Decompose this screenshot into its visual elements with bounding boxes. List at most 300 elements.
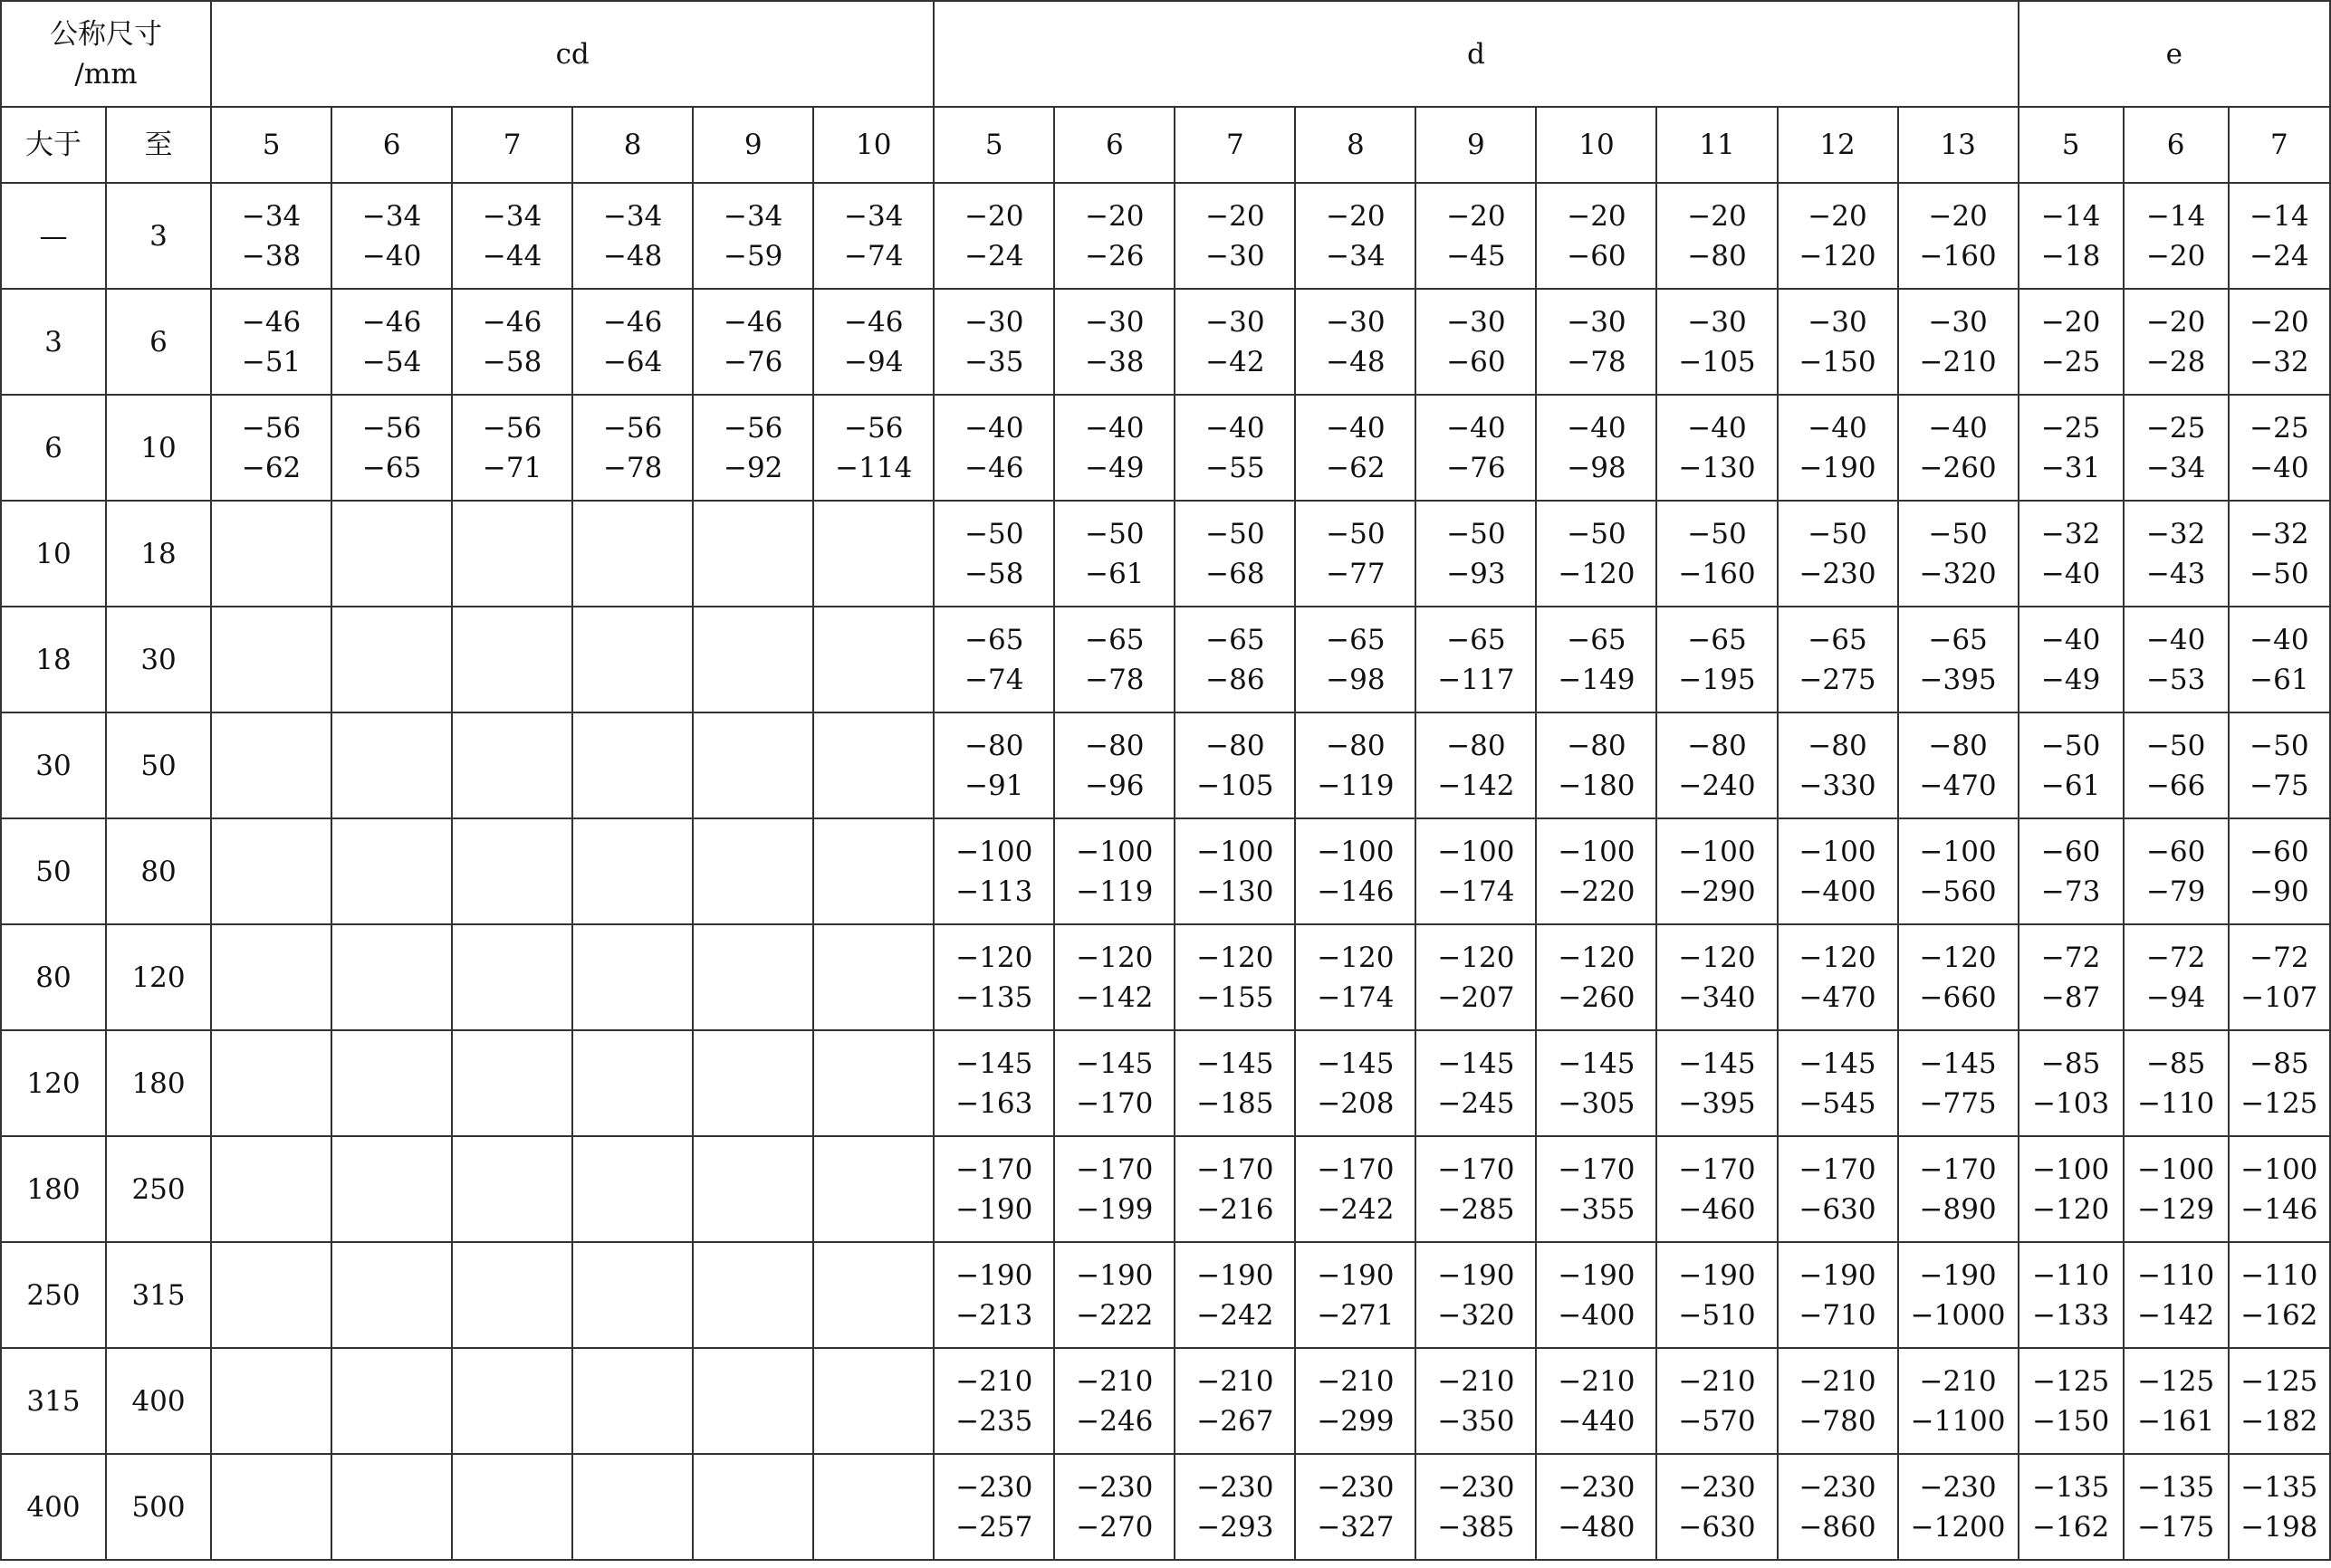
deviation-cell (1778, 183, 1898, 289)
deviation-cell (2019, 1030, 2124, 1136)
lower-deviation: −142 (1076, 980, 1154, 1014)
upper-deviation: −65 (1205, 623, 1265, 656)
upper-deviation: −25 (2249, 411, 2309, 445)
upper-deviation: −50 (1326, 517, 1386, 550)
lower-deviation: −271 (1317, 1298, 1395, 1332)
deviation-cell (2124, 712, 2229, 818)
empty-cell (572, 1030, 693, 1136)
deviation-cell (1656, 712, 1777, 818)
lower-deviation: −222 (1076, 1298, 1154, 1332)
lower-deviation: −246 (1076, 1404, 1154, 1438)
upper-deviation: −120 (1317, 941, 1395, 974)
nominal-size-unit: /mm (74, 57, 138, 91)
upper-deviation: −46 (361, 305, 422, 339)
deviation-cell (934, 501, 1054, 607)
deviation-cell (1656, 1242, 1777, 1348)
deviation-cell (1295, 289, 1415, 395)
grade-header: 11 (1656, 107, 1777, 183)
upper-deviation: −40 (1205, 411, 1265, 445)
upper-deviation: −50 (1205, 517, 1265, 550)
upper-deviation: −230 (1317, 1470, 1395, 1504)
upper-deviation: −20 (2040, 305, 2101, 339)
upper-deviation: −72 (2249, 941, 2309, 974)
empty-cell (452, 607, 572, 712)
upper-deviation: −210 (1799, 1364, 1876, 1398)
lower-deviation: −135 (955, 980, 1033, 1014)
deviation-cell (2229, 1348, 2330, 1454)
empty-cell (211, 1136, 331, 1242)
lower-deviation: −350 (1437, 1404, 1515, 1438)
lower-deviation: −51 (241, 345, 302, 378)
upper-deviation: −190 (1076, 1258, 1154, 1292)
empty-cell (813, 501, 934, 607)
deviation-cell (1415, 818, 1536, 924)
lower-deviation: −155 (1196, 980, 1274, 1014)
upper-deviation: −125 (2240, 1364, 2318, 1398)
deviation-cell (1415, 289, 1536, 395)
empty-cell (211, 1454, 331, 1560)
upper-deviation: −20 (1567, 199, 1626, 233)
upper-deviation: −120 (955, 941, 1033, 974)
upper-deviation: −230 (1076, 1470, 1154, 1504)
lower-deviation: −146 (1317, 875, 1395, 908)
size-to-cell: 250 (106, 1136, 211, 1242)
grade-header: 6 (331, 107, 452, 183)
upper-deviation: −40 (1567, 411, 1626, 445)
deviation-cell (1656, 1348, 1777, 1454)
deviation-cell (1415, 924, 1536, 1030)
lower-deviation: −330 (1799, 769, 1876, 802)
lower-deviation: −31 (2040, 451, 2101, 484)
upper-deviation: −80 (1567, 729, 1626, 762)
lower-deviation: −470 (1919, 769, 1997, 802)
deviation-cell (1415, 1454, 1536, 1560)
empty-cell (331, 818, 452, 924)
deviation-cell (1898, 924, 2019, 1030)
grade-header: 7 (452, 107, 572, 183)
upper-deviation: −60 (2249, 835, 2309, 868)
upper-deviation: −30 (1205, 305, 1265, 339)
lower-deviation: −198 (2240, 1510, 2318, 1544)
deviation-cell (2124, 1136, 2229, 1242)
upper-deviation: −50 (1085, 517, 1145, 550)
upper-deviation: −25 (2040, 411, 2101, 445)
deviation-cell (1656, 289, 1777, 395)
empty-cell (211, 924, 331, 1030)
nominal-size-header (1, 1, 211, 107)
upper-deviation: −230 (955, 1470, 1033, 1504)
size-to-cell: 315 (106, 1242, 211, 1348)
deviation-cell (1536, 183, 1656, 289)
deviation-cell (2229, 395, 2330, 501)
table-row (1, 818, 2330, 924)
deviation-cell (2124, 1030, 2229, 1136)
empty-cell (452, 1136, 572, 1242)
upper-deviation: −100 (1196, 835, 1274, 868)
table-row (1, 1030, 2330, 1136)
deviation-cell (2124, 1348, 2229, 1454)
lower-deviation: −440 (1558, 1404, 1636, 1438)
upper-deviation: −65 (1085, 623, 1145, 656)
empty-cell (813, 607, 934, 712)
lower-deviation: −119 (1317, 769, 1395, 802)
lower-deviation: −185 (1196, 1086, 1274, 1120)
grade-header: 6 (1054, 107, 1175, 183)
lower-deviation: −460 (1678, 1192, 1756, 1226)
upper-deviation: −65 (1928, 623, 1988, 656)
upper-deviation: −100 (1437, 835, 1515, 868)
lower-deviation: −92 (723, 451, 783, 484)
deviation-cell (2019, 818, 2124, 924)
upper-deviation: −72 (2145, 941, 2206, 974)
grade-header: 7 (2229, 107, 2330, 183)
upper-deviation: −100 (1317, 835, 1395, 868)
deviation-cell (1898, 183, 2019, 289)
upper-deviation: −50 (964, 517, 1024, 550)
size-to-cell: 500 (106, 1454, 211, 1560)
lower-deviation: −119 (1076, 875, 1154, 908)
upper-deviation: −20 (2145, 305, 2206, 339)
deviation-cell (1415, 183, 1536, 289)
deviation-cell (1778, 289, 1898, 395)
upper-deviation: −20 (1326, 199, 1386, 233)
deviation-cell (1656, 183, 1777, 289)
lower-deviation: −355 (1558, 1192, 1636, 1226)
lower-deviation: −245 (1437, 1086, 1515, 1120)
upper-deviation: −40 (2040, 623, 2101, 656)
lower-deviation: −299 (1317, 1404, 1395, 1438)
upper-deviation: −230 (1678, 1470, 1756, 1504)
upper-deviation: −80 (1205, 729, 1265, 762)
deviation-cell (2019, 1136, 2124, 1242)
upper-deviation: −65 (1446, 623, 1506, 656)
grade-header: 10 (813, 107, 934, 183)
upper-deviation: −120 (1919, 941, 1997, 974)
lower-deviation: −117 (1437, 663, 1515, 696)
lower-deviation: −87 (2040, 980, 2101, 1014)
deviation-cell (1536, 501, 1656, 607)
upper-deviation: −120 (1437, 941, 1515, 974)
size-from-cell: 80 (1, 924, 106, 1030)
deviation-cell (1536, 395, 1656, 501)
upper-deviation: −30 (1687, 305, 1747, 339)
header-row-grades (1, 107, 2330, 183)
table-row (1, 289, 2330, 395)
lower-deviation: −74 (844, 239, 904, 272)
deviation-cell (2019, 183, 2124, 289)
deviation-cell (1295, 1242, 1415, 1348)
deviation-cell (2019, 1348, 2124, 1454)
lower-deviation: −103 (2032, 1086, 2110, 1120)
empty-cell (572, 818, 693, 924)
empty-cell (452, 1030, 572, 1136)
upper-deviation: −135 (2032, 1470, 2110, 1504)
lower-deviation: −150 (2032, 1404, 2110, 1438)
empty-cell (813, 712, 934, 818)
deviation-cell (2229, 183, 2330, 289)
deviation-cell (1656, 818, 1777, 924)
empty-cell (331, 501, 452, 607)
deviation-cell (1536, 1136, 1656, 1242)
deviation-cell (1778, 1454, 1898, 1560)
lower-deviation: −120 (1799, 239, 1876, 272)
upper-deviation: −210 (1437, 1364, 1515, 1398)
deviation-cell (1295, 183, 1415, 289)
lower-deviation: −64 (602, 345, 663, 378)
deviation-cell (1898, 1348, 2019, 1454)
size-to-cell: 30 (106, 607, 211, 712)
lower-deviation: −76 (723, 345, 783, 378)
empty-cell (693, 501, 813, 607)
deviation-cell (1536, 607, 1656, 712)
grade-header: 5 (934, 107, 1054, 183)
upper-deviation: −210 (1678, 1364, 1756, 1398)
deviation-cell (1778, 924, 1898, 1030)
deviation-cell (2229, 1242, 2330, 1348)
upper-deviation: −80 (1326, 729, 1386, 762)
deviation-cell (1054, 607, 1175, 712)
empty-cell (693, 1454, 813, 1560)
upper-deviation: −40 (964, 411, 1024, 445)
upper-deviation: −230 (1799, 1470, 1876, 1504)
size-from-cell: 3 (1, 289, 106, 395)
deviation-cell (1898, 501, 2019, 607)
empty-cell (572, 501, 693, 607)
deviation-cell (2019, 607, 2124, 712)
lower-deviation: −20 (2145, 239, 2206, 272)
upper-deviation: −190 (1919, 1258, 1997, 1292)
lower-deviation: −61 (2249, 663, 2309, 696)
lower-deviation: −125 (2240, 1086, 2318, 1120)
lower-deviation: −174 (1437, 875, 1515, 908)
lower-deviation: −216 (1196, 1192, 1274, 1226)
deviation-cell (1778, 1348, 1898, 1454)
upper-deviation: −20 (1446, 199, 1506, 233)
lower-deviation: −40 (2249, 451, 2309, 484)
deviation-cell (1295, 501, 1415, 607)
deviation-cell (1898, 712, 2019, 818)
deviation-cell (1898, 1242, 2019, 1348)
lower-deviation: −130 (1678, 451, 1756, 484)
lower-deviation: −242 (1317, 1192, 1395, 1226)
empty-cell (693, 924, 813, 1030)
lower-deviation: −120 (1558, 557, 1636, 590)
upper-deviation: −34 (482, 199, 542, 233)
lower-deviation: −65 (361, 451, 422, 484)
lower-deviation: −890 (1919, 1192, 1997, 1226)
upper-deviation: −46 (723, 305, 783, 339)
table-row (1, 395, 2330, 501)
size-from-cell: 315 (1, 1348, 106, 1454)
lower-deviation: −58 (964, 557, 1024, 590)
deviation-cell (1415, 1136, 1536, 1242)
deviation-cell (2019, 1242, 2124, 1348)
size-to-cell: 3 (106, 183, 211, 289)
upper-deviation: −145 (1558, 1047, 1636, 1080)
upper-deviation: −20 (1085, 199, 1145, 233)
lower-deviation: −710 (1799, 1298, 1876, 1332)
upper-deviation: −72 (2040, 941, 2101, 974)
deviation-cell (2229, 607, 2330, 712)
deviation-cell (452, 289, 572, 395)
deviation-cell (1054, 395, 1175, 501)
lower-deviation: −110 (2137, 1086, 2215, 1120)
grade-header: 8 (572, 107, 693, 183)
lower-deviation: −24 (964, 239, 1024, 272)
empty-cell (693, 712, 813, 818)
grade-header: 9 (693, 107, 813, 183)
deviation-cell (813, 395, 934, 501)
upper-deviation: −20 (964, 199, 1024, 233)
deviation-cell (2124, 1242, 2229, 1348)
lower-deviation: −220 (1558, 875, 1636, 908)
upper-deviation: −34 (723, 199, 783, 233)
deviation-cell (1054, 1242, 1175, 1348)
grade-header: 5 (211, 107, 331, 183)
empty-cell (572, 712, 693, 818)
deviation-cell (2019, 712, 2124, 818)
lower-deviation: −1100 (1910, 1404, 2006, 1438)
deviation-cell (1778, 818, 1898, 924)
deviation-cell (1898, 1454, 2019, 1560)
deviation-cell (331, 183, 452, 289)
deviation-cell (2019, 395, 2124, 501)
lower-deviation: −48 (1326, 345, 1386, 378)
deviation-cell (1175, 1030, 1295, 1136)
deviation-cell (1295, 607, 1415, 712)
empty-cell (813, 1030, 934, 1136)
empty-cell (452, 818, 572, 924)
size-to-cell: 10 (106, 395, 211, 501)
upper-deviation: −190 (1558, 1258, 1636, 1292)
upper-deviation: −190 (1317, 1258, 1395, 1292)
table-row (1, 183, 2330, 289)
deviation-cell (934, 1030, 1054, 1136)
grade-header: 10 (1536, 107, 1656, 183)
deviation-cell (1054, 712, 1175, 818)
deviation-cell (1536, 818, 1656, 924)
lower-deviation: −48 (602, 239, 663, 272)
empty-cell (693, 1242, 813, 1348)
deviation-cell (572, 183, 693, 289)
upper-deviation: −135 (2240, 1470, 2318, 1504)
lower-deviation: −195 (1678, 663, 1756, 696)
upper-deviation: −190 (1196, 1258, 1274, 1292)
deviation-cell (1295, 1348, 1415, 1454)
deviation-cell (2229, 1136, 2330, 1242)
lower-deviation: −59 (723, 239, 783, 272)
table-row (1, 607, 2330, 712)
upper-deviation: −65 (964, 623, 1024, 656)
grade-header: 5 (2019, 107, 2124, 183)
deviation-cell (1054, 1030, 1175, 1136)
upper-deviation: −30 (1085, 305, 1145, 339)
deviation-cell (1175, 607, 1295, 712)
deviation-cell (1175, 818, 1295, 924)
lower-deviation: −28 (2145, 345, 2206, 378)
size-from-cell: 250 (1, 1242, 106, 1348)
size-from-cell: 400 (1, 1454, 106, 1560)
lower-deviation: −40 (2040, 557, 2101, 590)
grade-header: 13 (1898, 107, 2019, 183)
table-row (1, 1454, 2330, 1560)
upper-deviation: −30 (964, 305, 1024, 339)
size-to-cell: 180 (106, 1030, 211, 1136)
deviation-cell (813, 183, 934, 289)
upper-deviation: −50 (1687, 517, 1747, 550)
size-to-cell: 50 (106, 712, 211, 818)
lower-deviation: −107 (2240, 980, 2318, 1014)
lower-deviation: −327 (1317, 1510, 1395, 1544)
deviation-cell (1175, 1136, 1295, 1242)
upper-deviation: −30 (1446, 305, 1506, 339)
empty-cell (211, 607, 331, 712)
lower-deviation: −240 (1678, 769, 1756, 802)
lower-deviation: −510 (1678, 1298, 1756, 1332)
lower-deviation: −38 (241, 239, 302, 272)
upper-deviation: −34 (844, 199, 904, 233)
upper-deviation: −120 (1799, 941, 1876, 974)
upper-deviation: −80 (1808, 729, 1867, 762)
upper-deviation: −190 (955, 1258, 1033, 1292)
lower-deviation: −174 (1317, 980, 1395, 1014)
empty-cell (211, 1030, 331, 1136)
deviation-cell (1415, 1348, 1536, 1454)
deviation-cell (2019, 1454, 2124, 1560)
deviation-cell (1656, 501, 1777, 607)
deviation-cell (572, 395, 693, 501)
upper-deviation: −170 (1919, 1152, 1997, 1186)
deviation-cell (1054, 1136, 1175, 1242)
upper-deviation: −120 (1678, 941, 1756, 974)
upper-deviation: −56 (241, 411, 302, 445)
upper-deviation: −56 (602, 411, 663, 445)
deviation-cell (1295, 395, 1415, 501)
upper-deviation: −20 (1687, 199, 1747, 233)
lower-deviation: −285 (1437, 1192, 1515, 1226)
lower-deviation: −230 (1799, 557, 1876, 590)
upper-deviation: −125 (2137, 1364, 2215, 1398)
lower-deviation: −96 (1085, 769, 1145, 802)
size-from-cell: 10 (1, 501, 106, 607)
upper-deviation: −34 (361, 199, 422, 233)
table-row (1, 712, 2330, 818)
lower-deviation: −275 (1799, 663, 1876, 696)
deviation-cell (934, 395, 1054, 501)
upper-deviation: −40 (2145, 623, 2206, 656)
deviation-cell (1054, 183, 1175, 289)
upper-deviation: −80 (1928, 729, 1988, 762)
upper-deviation: −120 (1076, 941, 1154, 974)
upper-deviation: −46 (482, 305, 542, 339)
empty-cell (813, 818, 934, 924)
upper-deviation: −34 (241, 199, 302, 233)
lower-deviation: −163 (955, 1086, 1033, 1120)
grade-header: 6 (2124, 107, 2229, 183)
lower-deviation: −60 (1567, 239, 1626, 272)
upper-deviation: −65 (1687, 623, 1747, 656)
lower-deviation: −120 (2032, 1192, 2110, 1226)
empty-cell (572, 1454, 693, 1560)
deviation-cell (1175, 1348, 1295, 1454)
lower-deviation: −98 (1567, 451, 1626, 484)
deviation-cell (2124, 607, 2229, 712)
deviation-cell (1656, 395, 1777, 501)
deviation-cell (1898, 1030, 2019, 1136)
upper-deviation: −40 (1808, 411, 1867, 445)
lower-deviation: −58 (482, 345, 542, 378)
size-from-cell: — (1, 183, 106, 289)
